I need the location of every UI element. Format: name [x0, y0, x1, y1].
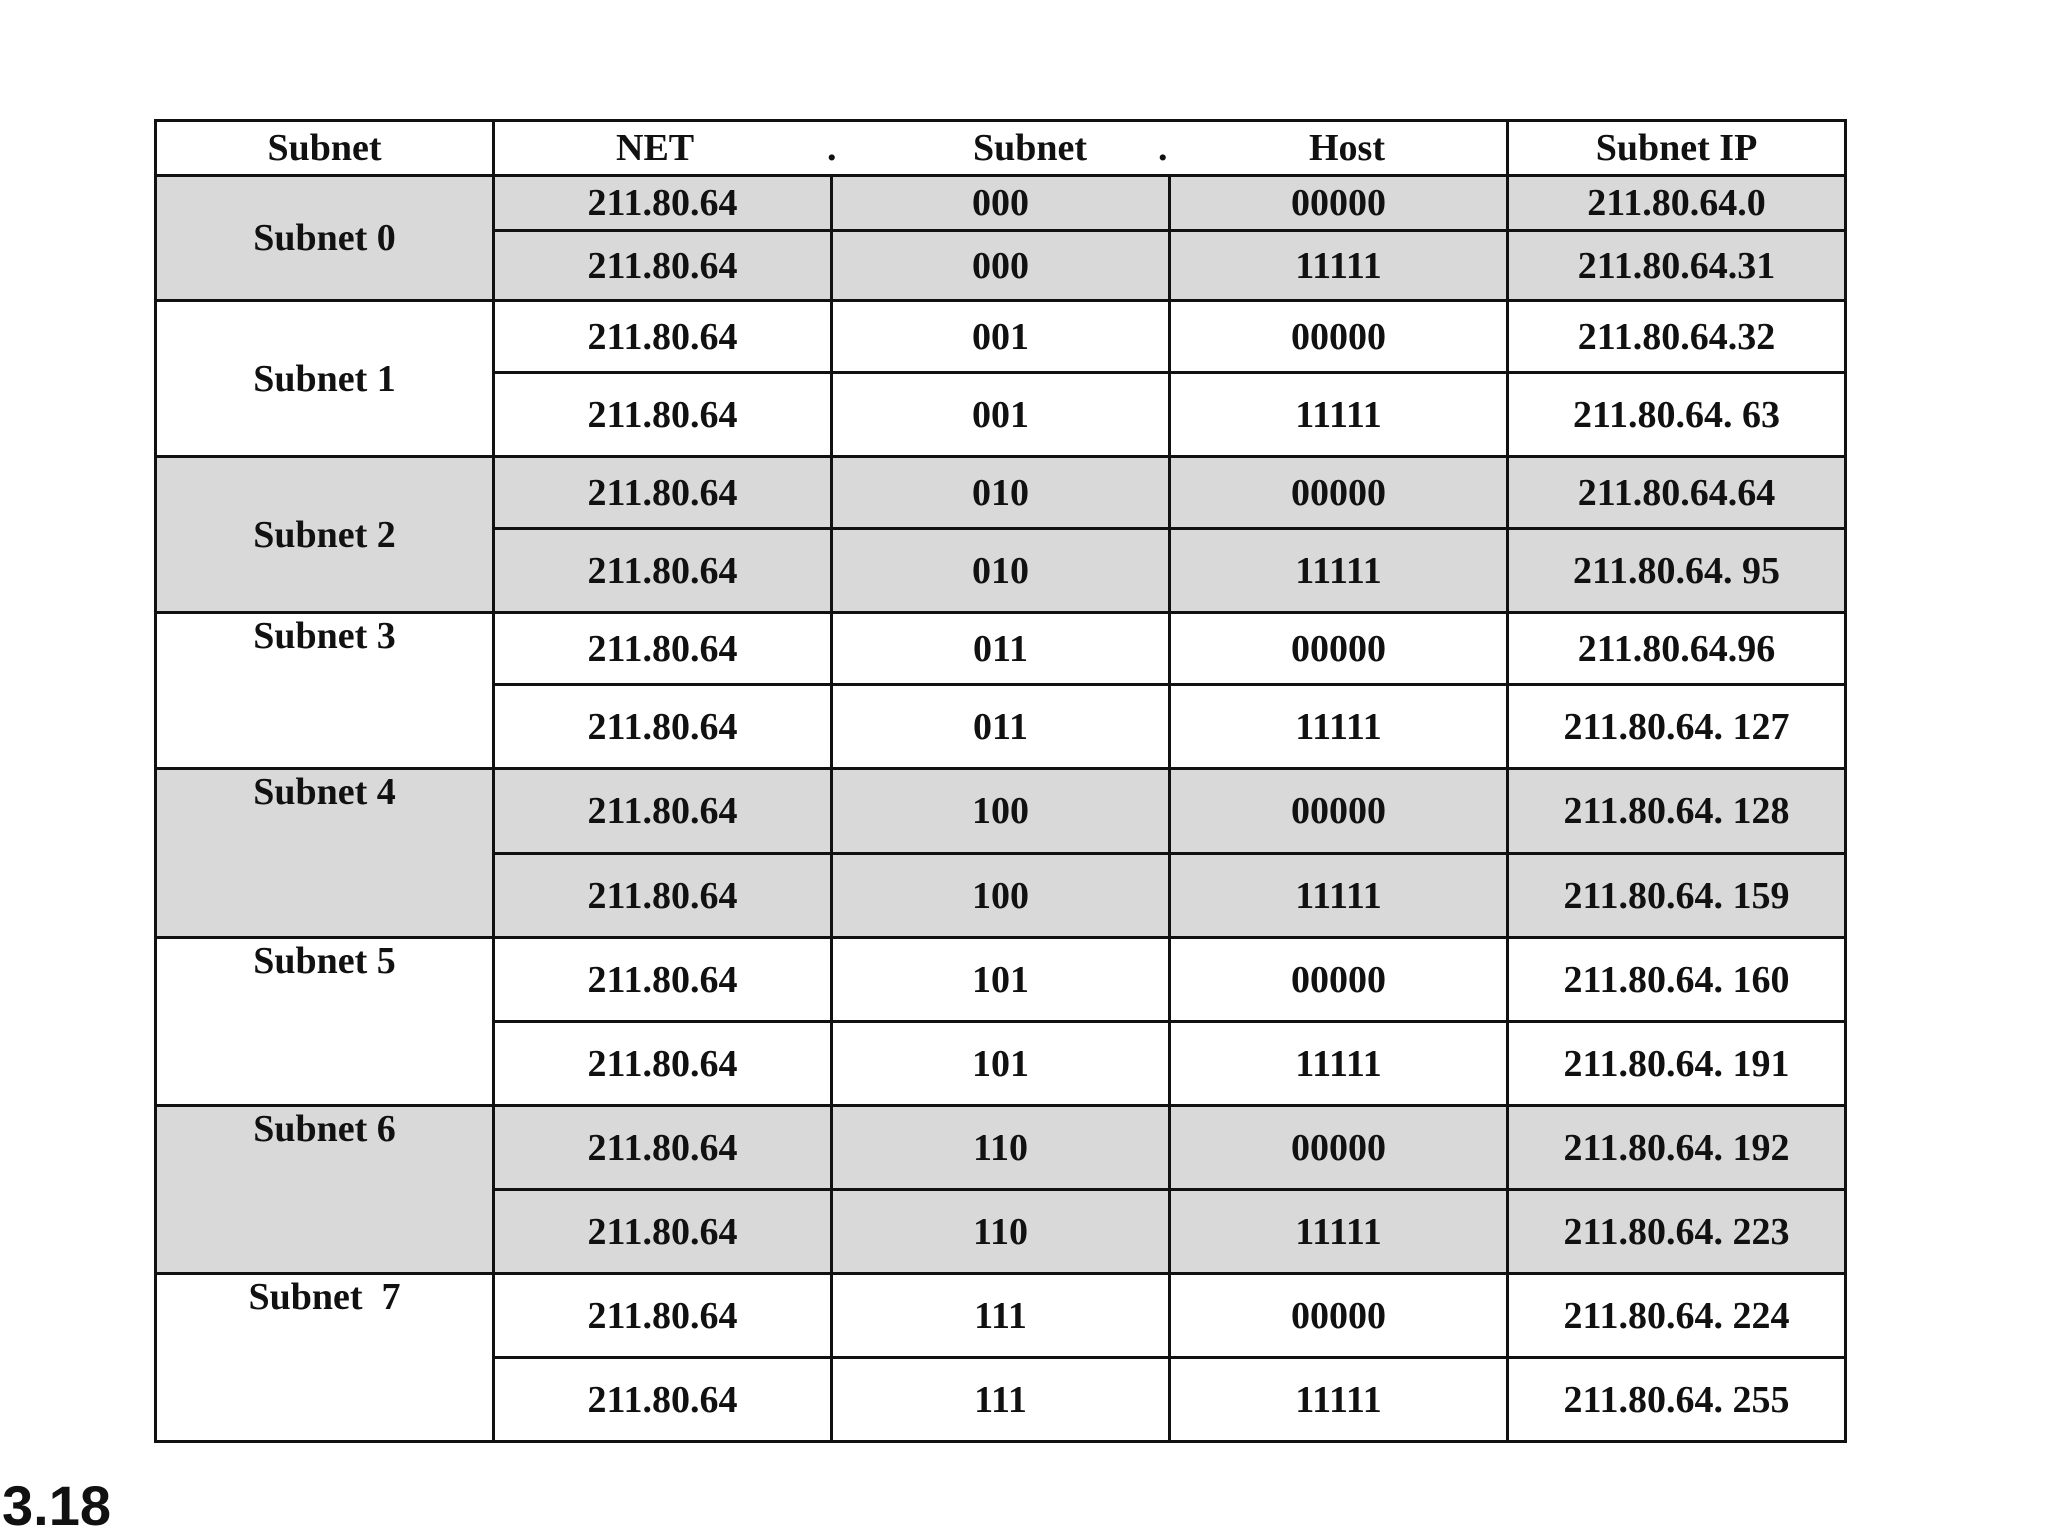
table-row [156, 1106, 1846, 1190]
cell-subnet: 111 [832, 1358, 1170, 1442]
cell-net: 211.80.64 [494, 854, 832, 938]
cell-subnet: 000 [832, 176, 1170, 231]
cell-net: 211.80.64 [494, 301, 832, 373]
cell-net: 211.80.64 [494, 1190, 832, 1274]
subnet-label: Subnet 7 [156, 1274, 494, 1442]
cell-host: 00000 [1170, 613, 1508, 685]
cell-subnet: 011 [832, 613, 1170, 685]
cell-ip: 211.80.64. 192 [1508, 1106, 1846, 1190]
cell-ip: 211.80.64. 159 [1508, 854, 1846, 938]
cell-ip: 211.80.64. 224 [1508, 1274, 1846, 1358]
header-subnet-bits: Subnet [973, 127, 1088, 169]
cell-host: 11111 [1170, 1022, 1508, 1106]
cell-net: 211.80.64 [494, 1106, 832, 1190]
cell-net: 211.80.64 [494, 1022, 832, 1106]
table-row [156, 176, 1846, 231]
subnet-label: Subnet 4 [156, 769, 494, 938]
cell-subnet: 011 [832, 685, 1170, 769]
cell-net: 211.80.64 [494, 938, 832, 1022]
cell-ip: 211.80.64. 191 [1508, 1022, 1846, 1106]
cell-host: 11111 [1170, 231, 1508, 301]
cell-net: 211.80.64 [494, 1274, 832, 1358]
subnet-label: Subnet 3 [156, 613, 494, 769]
cell-subnet: 110 [832, 1106, 1170, 1190]
subnet-label: Subnet 1 [156, 301, 494, 457]
cell-host: 00000 [1170, 301, 1508, 373]
cell-host: 00000 [1170, 938, 1508, 1022]
cell-subnet: 001 [832, 301, 1170, 373]
cell-ip: 211.80.64. 255 [1508, 1358, 1846, 1442]
cell-subnet: 111 [832, 1274, 1170, 1358]
cell-host: 00000 [1170, 1274, 1508, 1358]
header-row [156, 121, 1846, 176]
header-host: Host [1309, 127, 1385, 169]
cell-host: 11111 [1170, 529, 1508, 613]
table-body [156, 176, 1846, 1442]
header-dot-2: . [1158, 127, 1168, 169]
cell-net: 211.80.64 [494, 373, 832, 457]
table-row [156, 938, 1846, 1022]
cell-ip: 211.80.64. 95 [1508, 529, 1846, 613]
cell-subnet: 100 [832, 854, 1170, 938]
cell-host: 00000 [1170, 769, 1508, 854]
cell-subnet: 101 [832, 1022, 1170, 1106]
figure-label: 3.18 [2, 1474, 111, 1537]
cell-host: 11111 [1170, 1358, 1508, 1442]
table-row [156, 457, 1846, 529]
subnet-label: Subnet 6 [156, 1106, 494, 1274]
cell-net: 211.80.64 [494, 231, 832, 301]
cell-ip: 211.80.64. 128 [1508, 769, 1846, 854]
cell-subnet: 110 [832, 1190, 1170, 1274]
cell-ip: 211.80.64.32 [1508, 301, 1846, 373]
subnet-label: Subnet 0 [156, 176, 494, 301]
table-row [156, 613, 1846, 685]
cell-ip: 211.80.64.96 [1508, 613, 1846, 685]
cell-ip: 211.80.64.0 [1508, 176, 1846, 231]
cell-ip: 211.80.64. 160 [1508, 938, 1846, 1022]
cell-subnet: 100 [832, 769, 1170, 854]
cell-host: 00000 [1170, 1106, 1508, 1190]
cell-ip: 211.80.64. 223 [1508, 1190, 1846, 1274]
cell-net: 211.80.64 [494, 613, 832, 685]
cell-ip: 211.80.64. 127 [1508, 685, 1846, 769]
cell-net: 211.80.64 [494, 529, 832, 613]
cell-ip: 211.80.64. 63 [1508, 373, 1846, 457]
header-subnet: Subnet [156, 121, 494, 176]
cell-subnet: 101 [832, 938, 1170, 1022]
header-net-subnet-host [494, 121, 1508, 176]
cell-net: 211.80.64 [494, 769, 832, 854]
cell-host: 11111 [1170, 854, 1508, 938]
cell-subnet: 000 [832, 231, 1170, 301]
subnet-table [154, 119, 1847, 1443]
table-row [156, 1274, 1846, 1358]
cell-host: 11111 [1170, 373, 1508, 457]
cell-net: 211.80.64 [494, 1358, 832, 1442]
header-subnet-ip: Subnet IP [1508, 121, 1846, 176]
cell-subnet: 010 [832, 457, 1170, 529]
cell-net: 211.80.64 [494, 685, 832, 769]
table-row [156, 769, 1846, 854]
cell-host: 00000 [1170, 176, 1508, 231]
cell-net: 211.80.64 [494, 457, 832, 529]
header-dot-1: . [827, 127, 837, 169]
header-net: NET [616, 127, 695, 169]
table-row [156, 301, 1846, 373]
cell-host: 11111 [1170, 685, 1508, 769]
subnet-label: Subnet 5 [156, 938, 494, 1106]
cell-ip: 211.80.64.64 [1508, 457, 1846, 529]
cell-net: 211.80.64 [494, 176, 832, 231]
subnet-label: Subnet 2 [156, 457, 494, 613]
cell-subnet: 001 [832, 373, 1170, 457]
cell-ip: 211.80.64.31 [1508, 231, 1846, 301]
cell-host: 00000 [1170, 457, 1508, 529]
cell-host: 11111 [1170, 1190, 1508, 1274]
cell-subnet: 010 [832, 529, 1170, 613]
